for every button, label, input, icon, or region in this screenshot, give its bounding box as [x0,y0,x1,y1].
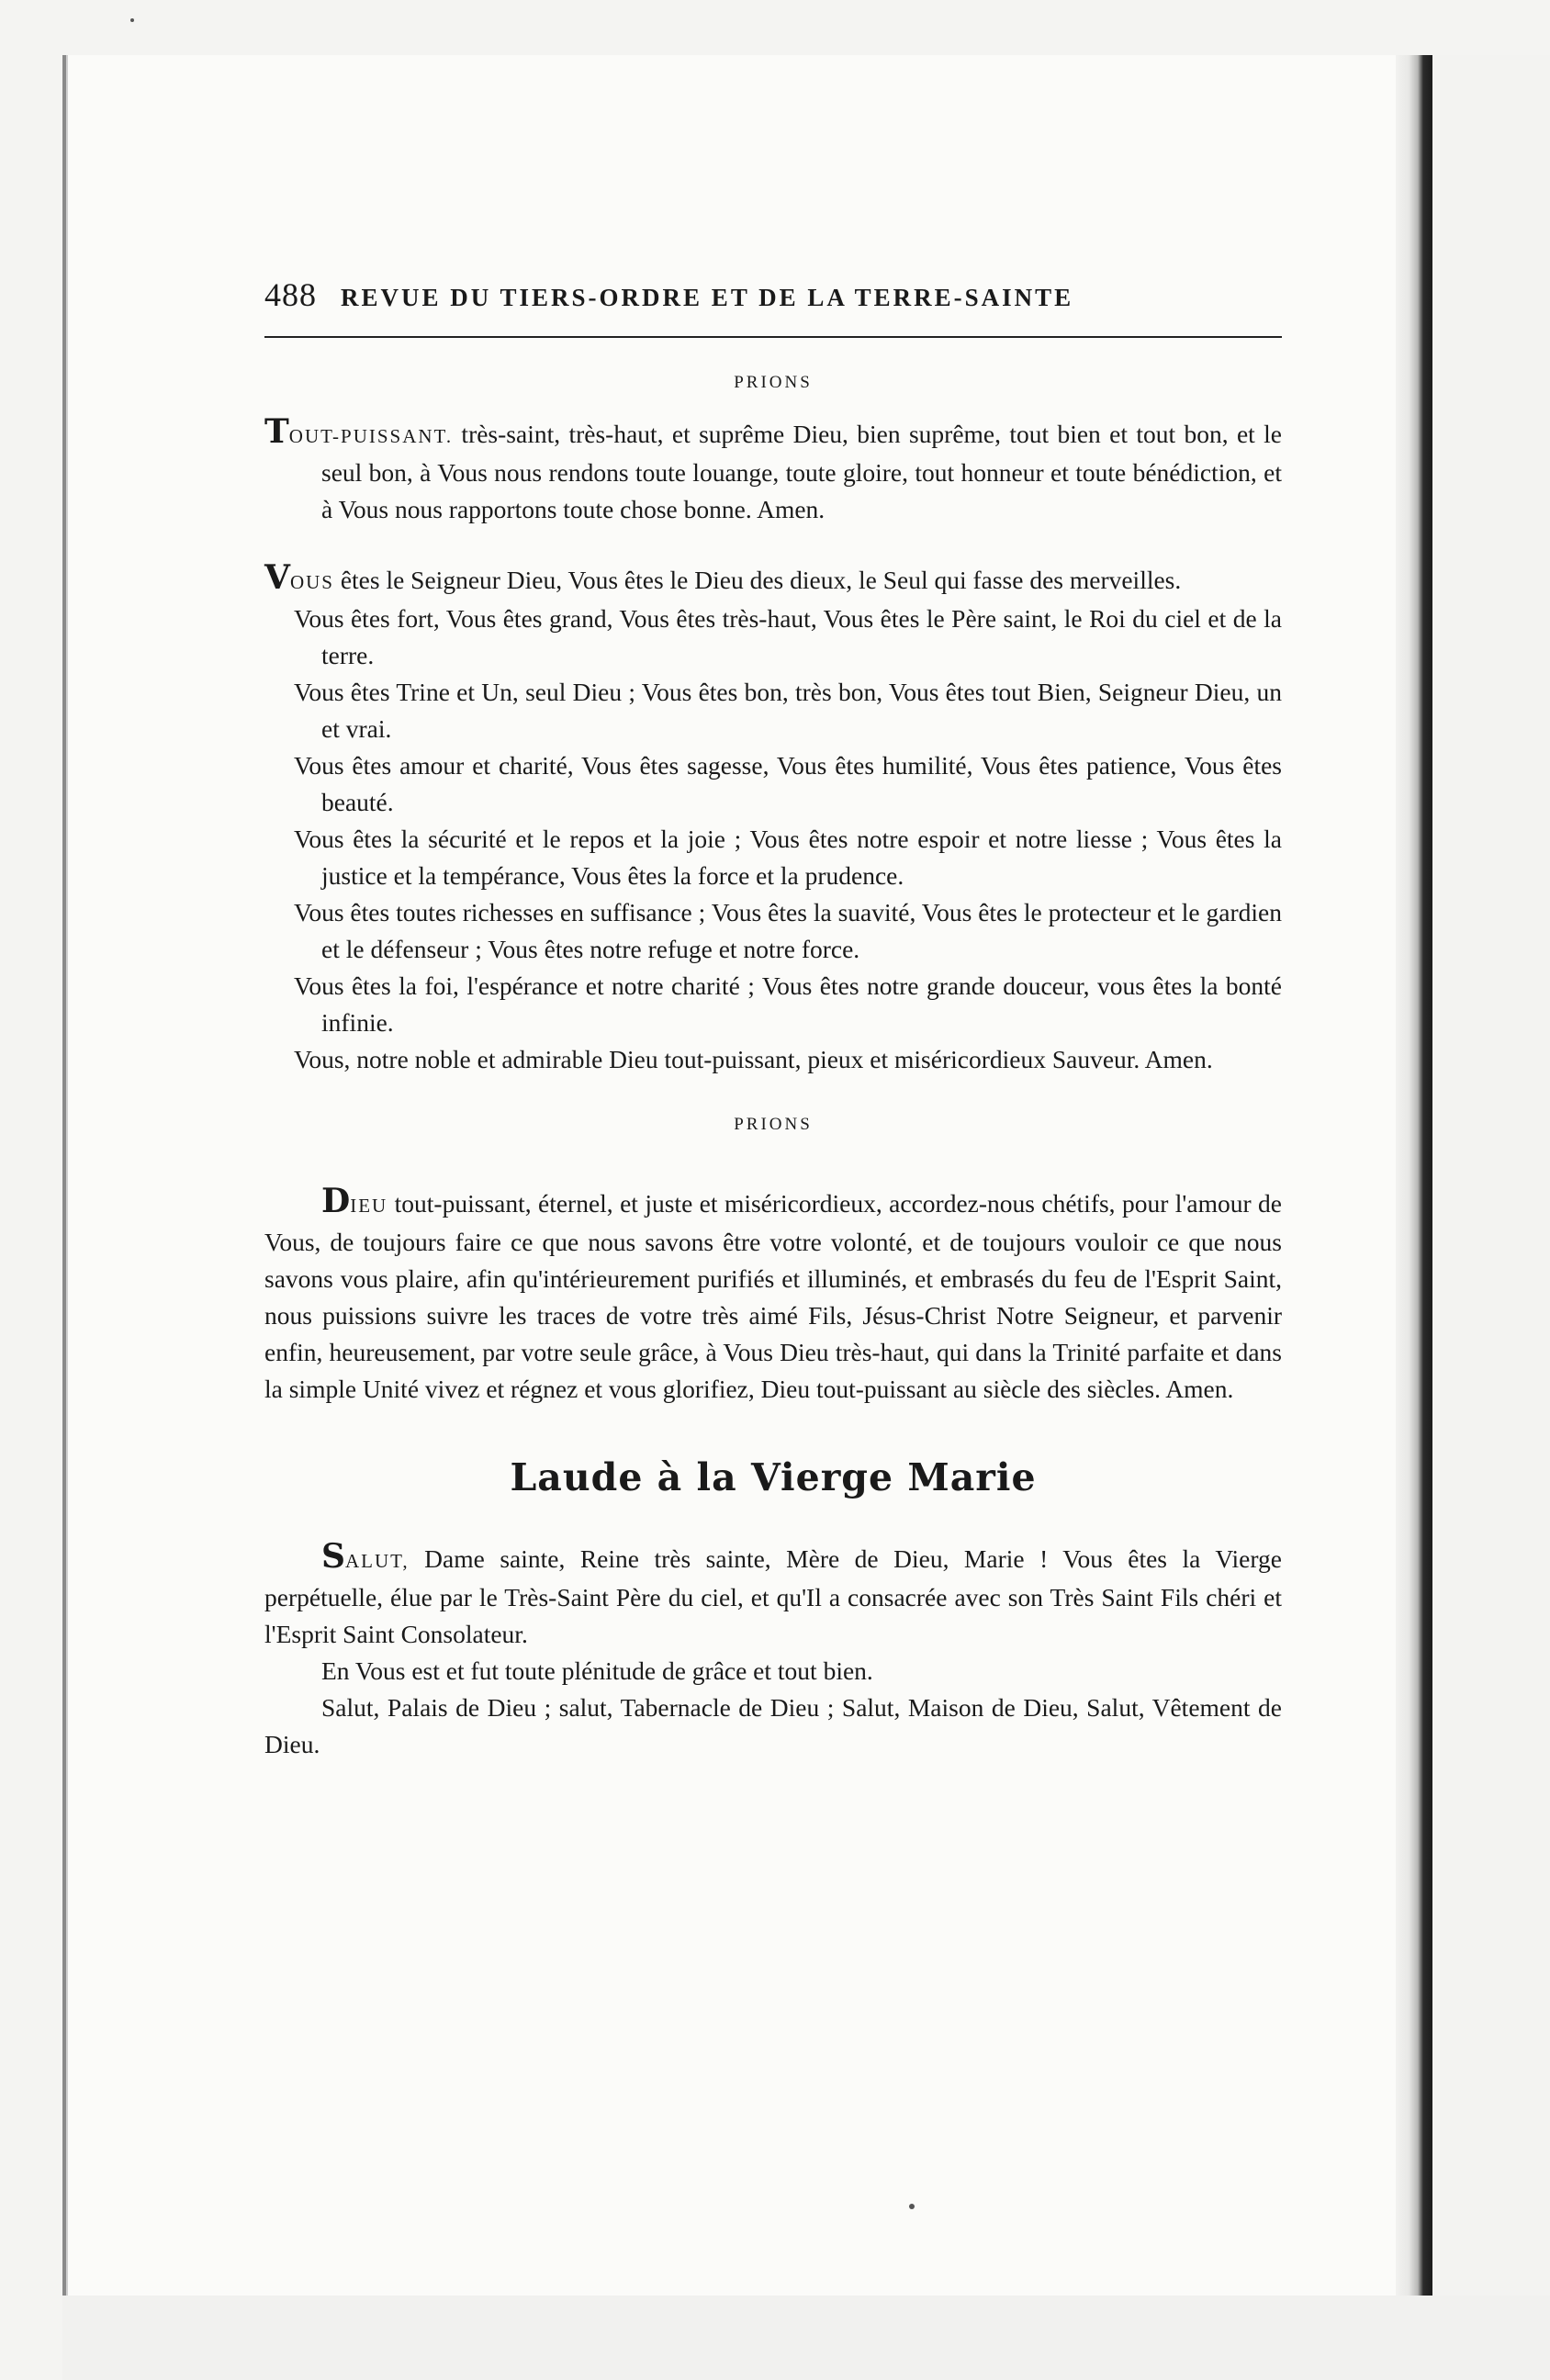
litany-verse: Vous êtes toutes richesses en suffisance ; Vous êtes la suavité, Vous êtes le protecteur et le gardien et le défenseur ; Vous êtes notre refuge et notre force. [294,898,1282,963]
laude-paragraph: En Vous est et fut toute plénitude de grâce et tout bien. [321,1656,873,1685]
prayer-paragraph [264,413,1282,528]
litany-first-verse [264,559,1282,601]
prayer-heading: PRIONS [734,373,813,392]
header-rule [264,336,1282,338]
lead-smallcaps: OUT-PUISSANT. [288,425,454,447]
laude-paragraph [264,1538,1282,1653]
scan-speck [909,2204,915,2209]
laude-paragraph: Salut, Palais de Dieu ; salut, Tabernacle de Dieu ; Salut, Maison de Dieu, Salut, Vêtement de Dieu. [264,1693,1282,1758]
paragraph-text: Dame sainte, Reine très sainte, Mère de Dieu, Marie ! Vous êtes la Vierge perpétuelle, élue par le Très-Saint Père du ciel, et qu'Il a consacrée avec son Très Saint Fils chéri et l'Esprit Saint Consolateur. [264,1544,1282,1648]
drop-cap: V [264,558,290,597]
drop-cap: T [264,412,289,451]
page-gutter-shadow [1396,55,1432,2296]
page-margin-bottom [62,2296,1550,2380]
litany-verse: Vous êtes amour et charité, Vous êtes sagesse, Vous êtes humilité, Vous êtes patience, Vous êtes beauté. [294,751,1282,816]
prayer-paragraph [264,1183,1282,1408]
page-content [264,275,1282,1763]
lead-smallcaps: OUS [289,571,334,593]
drop-cap: D [321,1182,351,1220]
litany-verse: Vous êtes Trine et Un, seul Dieu ; Vous êtes bon, très bon, Vous êtes tout Bien, Seigneur Dieu, un et vrai. [294,678,1282,743]
drop-cap: S [321,1537,345,1576]
page-margin-right [1432,55,1550,2296]
prayer-heading: PRIONS [734,1115,813,1134]
paragraph-text: êtes le Seigneur Dieu, Vous êtes le Dieu des dieux, le Seul qui fasse des merveilles. [333,566,1182,594]
paragraph-text: très-saint, très-haut, et suprême Dieu, bien suprême, tout bien et tout bon, et le seul bon, à Vous nous rendons toute louange, toute gloire, tout honneur et toute bénédiction, et à Vous nous rapportons toute chose bonne. Amen. [321,420,1282,523]
lead-smallcaps: ALUT, [345,1550,410,1572]
litany-verse: Vous êtes la sécurité et le repos et la joie ; Vous êtes notre espoir et notre liesse ; Vous êtes la justice et la tempérance, Vous êtes la force et la prudence. [294,825,1282,890]
litany-verse: Vous, notre noble et admirable Dieu tout-puissant, pieux et miséricordieux Sauveur. Amen. [294,1045,1213,1073]
scan-speck [130,18,134,22]
paragraph-text: tout-puissant, éternel, et juste et miséricordieux, accordez-nous chétifs, pour l'amour de Vous, de toujours faire ce que nous savons être votre volonté, et de toujours vouloir ce que nous savons vous plaire, afin qu'intérieurement purifiés et illuminés, et embrasés du feu de l'Esprit Saint, nous puissions suivre les traces de votre très aimé Fils, Jésus-Christ Notre Seigneur, et parvenir enfin, heureusement, par votre seule grâce, à Vous Dieu très-haut, qui dans la Trinité parfaite et dans la simple Unité vivez et régnez et vous glorifiez, Dieu tout-puissant au siècle des siècles. Amen. [264,1189,1282,1403]
litany-verse: Vous êtes la foi, l'espérance et notre charité ; Vous êtes notre grande douceur, vous êtes la bonté infinie. [294,971,1282,1037]
section-title: Laude à la Vierge Marie [510,1455,1037,1499]
running-title: REVUE DU TIERS-ORDRE ET DE LA TERRE-SAINTE [341,284,1074,311]
running-header [264,275,1282,331]
litany-verse: Vous êtes fort, Vous êtes grand, Vous êtes très-haut, Vous êtes le Père saint, le Roi du ciel et de la terre. [294,604,1282,669]
page-number: 488 [264,276,317,313]
lead-smallcaps: IEU [350,1195,388,1217]
